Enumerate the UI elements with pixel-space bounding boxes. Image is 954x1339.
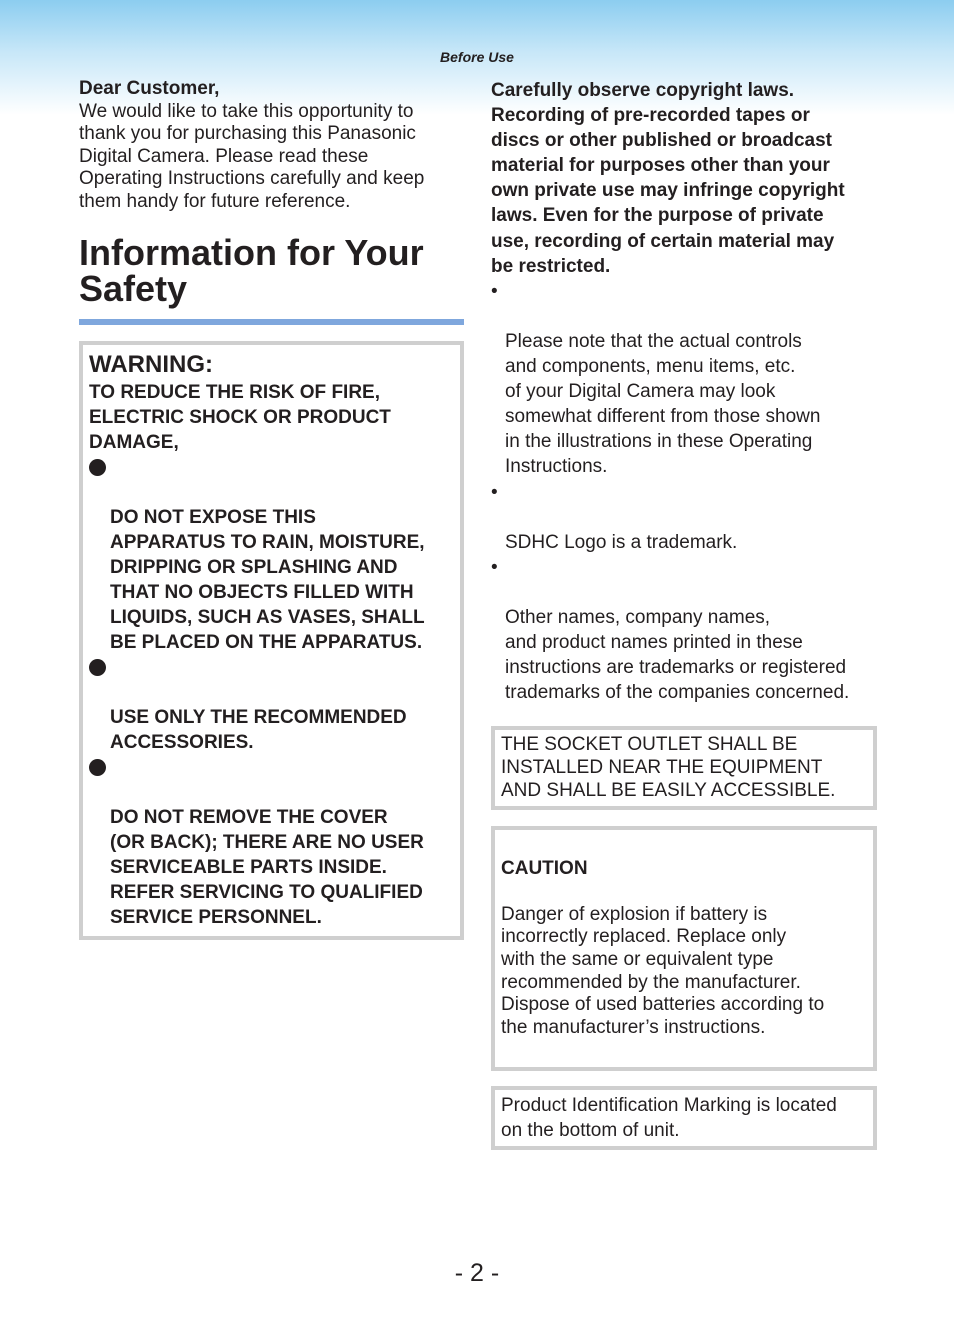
left-column — [79, 78, 464, 940]
copyright-statement: Carefully observe copyright laws. Recording of pre-recorded tapes or discs or other published or broadcast material for purposes other than your own private use may infringe copyright laws. Even for the purpose of private use, recording of certain material may be restricted. — [491, 80, 845, 277]
marking-notice-box: Product Identification Marking is located on the bottom of unit. — [491, 1086, 877, 1150]
greeting-body: We would like to take this opportunity to thank you for purchasing this Panasonic Digital Camera. Please read these Operating Instructions carefully and keep them handy for future reference. — [79, 100, 425, 212]
note-bullet: • — [491, 556, 498, 578]
note-text: Please note that the actual controls and components, menu items, etc. of your Digital Camera may look somewhat different from those shown in the illustrations in these Operating Instructions. — [505, 330, 821, 478]
right-column — [491, 78, 877, 1150]
socket-notice-box: THE SOCKET OUTLET SHALL BE INSTALLED NEAR THE EQUIPMENT AND SHALL BE EASILY ACCESSIBLE. — [491, 726, 877, 810]
note-item — [491, 279, 877, 480]
warning-item — [89, 755, 454, 930]
warning-title: WARNING: — [89, 351, 213, 378]
warning-item — [89, 655, 454, 755]
caution-title: CAUTION — [501, 858, 588, 880]
section-label: Before Use — [440, 49, 514, 65]
warning-item-text: DO NOT REMOVE THE COVER (OR BACK); THERE ARE NO USER SERVICEABLE PARTS INSIDE. REFER SERVICING TO QUALIFIED SERVICE PERSONNEL. — [110, 807, 424, 928]
warning-intro: TO REDUCE THE RISK OF FIRE, ELECTRIC SHOCK OR PRODUCT DAMAGE, — [89, 382, 391, 453]
note-text: Other names, company names, and product names printed in these instructions are trademarks or registered trademarks of the companies concerned. — [505, 606, 850, 704]
page-number: - 2 - — [454, 1259, 500, 1287]
note-bullet: • — [491, 280, 498, 302]
note-text: SDHC Logo is a trademark. — [505, 531, 738, 553]
bullet-dot-icon — [89, 459, 106, 476]
greeting-title: Dear Customer, — [79, 78, 220, 99]
caution-body: Danger of explosion if battery is incorrectly replaced. Replace only with the same or equivalent type recommended by the manufacturer. Dispose of used batteries according to the manufacturer’s instructions. — [501, 903, 825, 1039]
warning-box — [79, 341, 464, 940]
warning-item-text: DO NOT EXPOSE THIS APPARATUS TO RAIN, MOISTURE, DRIPPING OR SPLASHING AND THAT NO OBJECTS FILLED WITH LIQUIDS, SUCH AS VASES, SHALL BE PLACED ON THE APPARATUS. — [110, 507, 425, 653]
note-item — [491, 480, 877, 555]
bullet-dot-icon — [89, 759, 106, 776]
warning-item — [89, 455, 454, 655]
note-item — [491, 555, 877, 706]
heading-rule — [79, 319, 464, 325]
bullet-dot-icon — [89, 659, 106, 676]
caution-box — [491, 826, 877, 1071]
note-bullet: • — [491, 481, 498, 503]
safety-heading: Information for Your Safety — [79, 232, 424, 309]
warning-item-text: USE ONLY THE RECOMMENDED ACCESSORIES. — [110, 707, 407, 753]
